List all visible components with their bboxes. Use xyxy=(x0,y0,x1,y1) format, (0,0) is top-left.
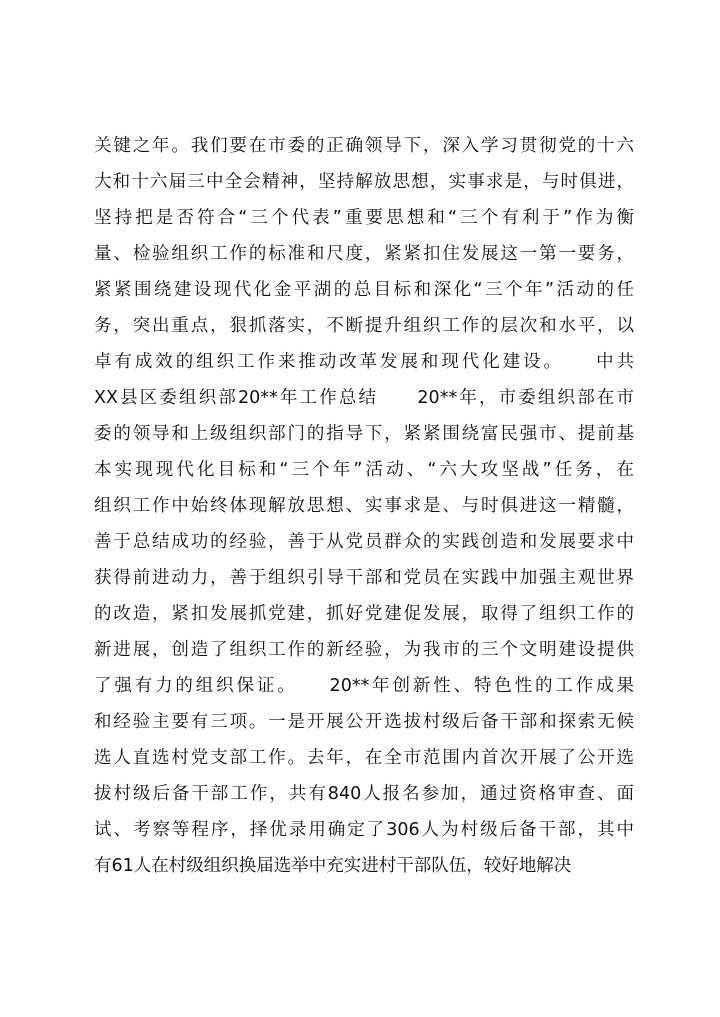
text-line: 和经验主要有三项。一是开展公开选拔村级后备干部和探索无候 xyxy=(94,712,634,732)
text-line: 关键之年。我们要在市委的正确领导下，深入学习贯彻党的十六 xyxy=(94,136,634,156)
text-line: 大和十六届三中全会精神，坚持解放思想，实事求是，与时俱进， xyxy=(94,172,634,192)
text-line: 获得前进动力，善于组织引导干部和党员在实践中加强主观世界 xyxy=(94,568,634,588)
body-text xyxy=(94,128,634,884)
text-line: 了强有力的组织保证。 20**年创新性、特色性的工作成果 xyxy=(94,676,634,696)
text-line: 务，突出重点，狠抓落实，不断提升组织工作的层次和水平，以 xyxy=(94,316,634,336)
text-line: 本实现现代化目标和“三个年”活动、“六大攻坚战”任务，在 xyxy=(94,460,634,480)
text-line: 紧紧围绕建设现代化金平湖的总目标和深化“三个年”活动的任 xyxy=(94,280,634,300)
text-line: 选人直选村党支部工作。去年，在全市范围内首次开展了公开选 xyxy=(94,748,634,768)
text-line: 拔村级后备干部工作，共有840人报名参加，通过资格审查、面 xyxy=(94,784,634,804)
text-line: 新进展，创造了组织工作的新经验，为我市的三个文明建设提供 xyxy=(94,640,634,660)
text-line: 量、检验组织工作的标准和尺度，紧紧扣住发展这一第一要务， xyxy=(94,244,634,264)
text-line: 善于总结成功的经验，善于从党员群众的实践创造和发展要求中 xyxy=(94,532,634,552)
text-line: 卓有成效的组织工作来推动改革发展和现代化建设。 中共 xyxy=(94,352,634,372)
text-line: 试、考察等程序，择优录用确定了306人为村级后备干部，其中 xyxy=(94,820,634,840)
text-line: 坚持把是否符合“三个代表”重要思想和“三个有利于”作为衡 xyxy=(94,208,634,228)
text-line: 的改造，紧扣发展抓党建，抓好党建促发展，取得了组织工作的 xyxy=(94,604,634,624)
text-line: 组织工作中始终体现解放思想、实事求是、与时俱进这一精髓， xyxy=(94,496,634,516)
text-line: 委的领导和上级组织部门的指导下，紧紧围绕富民强市、提前基 xyxy=(94,424,634,444)
text-line: 有61人在村级组织换届选举中充实进村干部队伍，较好地解决 xyxy=(94,856,572,876)
text-line: XX县区委组织部20**年工作总结 20**年，市委组织部在市 xyxy=(94,388,634,408)
